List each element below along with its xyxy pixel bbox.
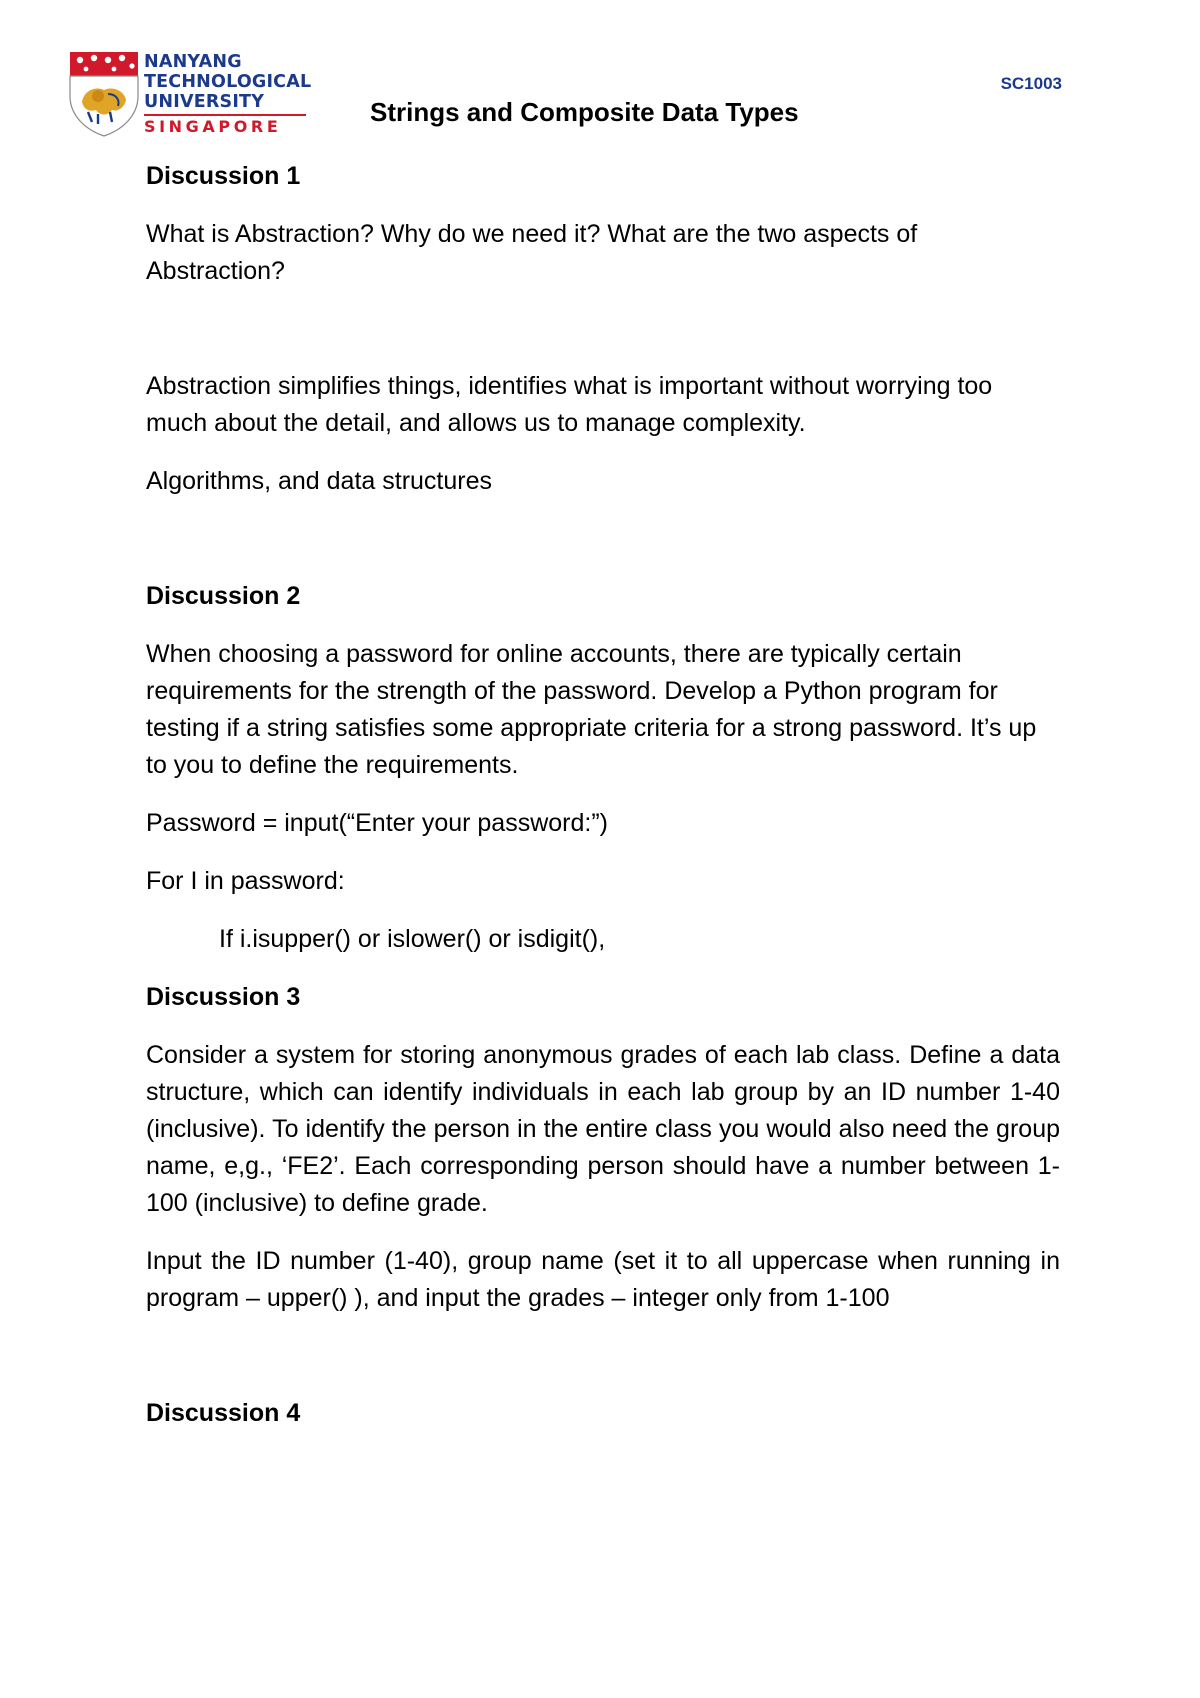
logo-line-nanyang: NANYANG bbox=[144, 52, 242, 72]
discussion-4-heading: Discussion 4 bbox=[146, 1399, 301, 1427]
logo-wordmark bbox=[144, 52, 311, 137]
discussion-2-code-line-1: Password = input(“Enter your password:”) bbox=[146, 809, 608, 837]
discussion-3-answer: Input the ID number (1-40), group name (set it to all uppercase when running in program – upper() ), and input the grades – integer only from 1-100 bbox=[146, 1247, 1060, 1312]
logo-line-university: UNIVERSITY bbox=[144, 92, 265, 112]
discussion-2-code-line-2: For I in password: bbox=[146, 867, 345, 895]
logo-line-singapore: SINGAPORE bbox=[144, 117, 282, 136]
discussion-2-code-line-3: If i.isupper() or islower() or isdigit(), bbox=[219, 925, 606, 953]
university-logo bbox=[68, 50, 312, 140]
discussion-2-question: When choosing a password for online accounts, there are typically certain requirements for the strength of the password. Develop a Python program for testing if a string satisfies some appropriate criteria for a strong password. It’s up to you to define the requirements. bbox=[146, 640, 1037, 779]
university-crest-icon bbox=[68, 50, 140, 138]
document-body bbox=[146, 158, 1060, 1432]
logo-divider bbox=[144, 114, 306, 116]
course-code: SC1003 bbox=[1000, 74, 1062, 93]
discussion-1-answer-2: Algorithms, and data structures bbox=[146, 467, 492, 495]
discussion-3-question: Consider a system for storing anonymous grades of each lab class. Define a data structure, which can identify individuals in each lab group by an ID number 1-40 (inclusive). To identify the person in the entire class you would also need the group name, e,g., ‘FE2’. Each corresponding person should have a number between 1-100 (inclusive) to define grade. bbox=[146, 1041, 1060, 1217]
discussion-1-heading: Discussion 1 bbox=[146, 162, 301, 190]
logo-line-technological: TECHNOLOGICAL bbox=[144, 72, 312, 92]
discussion-3-heading: Discussion 3 bbox=[146, 983, 301, 1011]
discussion-2-heading: Discussion 2 bbox=[146, 582, 301, 610]
discussion-1-question: What is Abstraction? Why do we need it? What are the two aspects of Abstraction? bbox=[146, 220, 918, 285]
document-title: Strings and Composite Data Types bbox=[370, 97, 799, 127]
discussion-1-answer-1: Abstraction simplifies things, identifies what is important without worrying too much about the detail, and allows us to manage complexity. bbox=[146, 372, 993, 437]
